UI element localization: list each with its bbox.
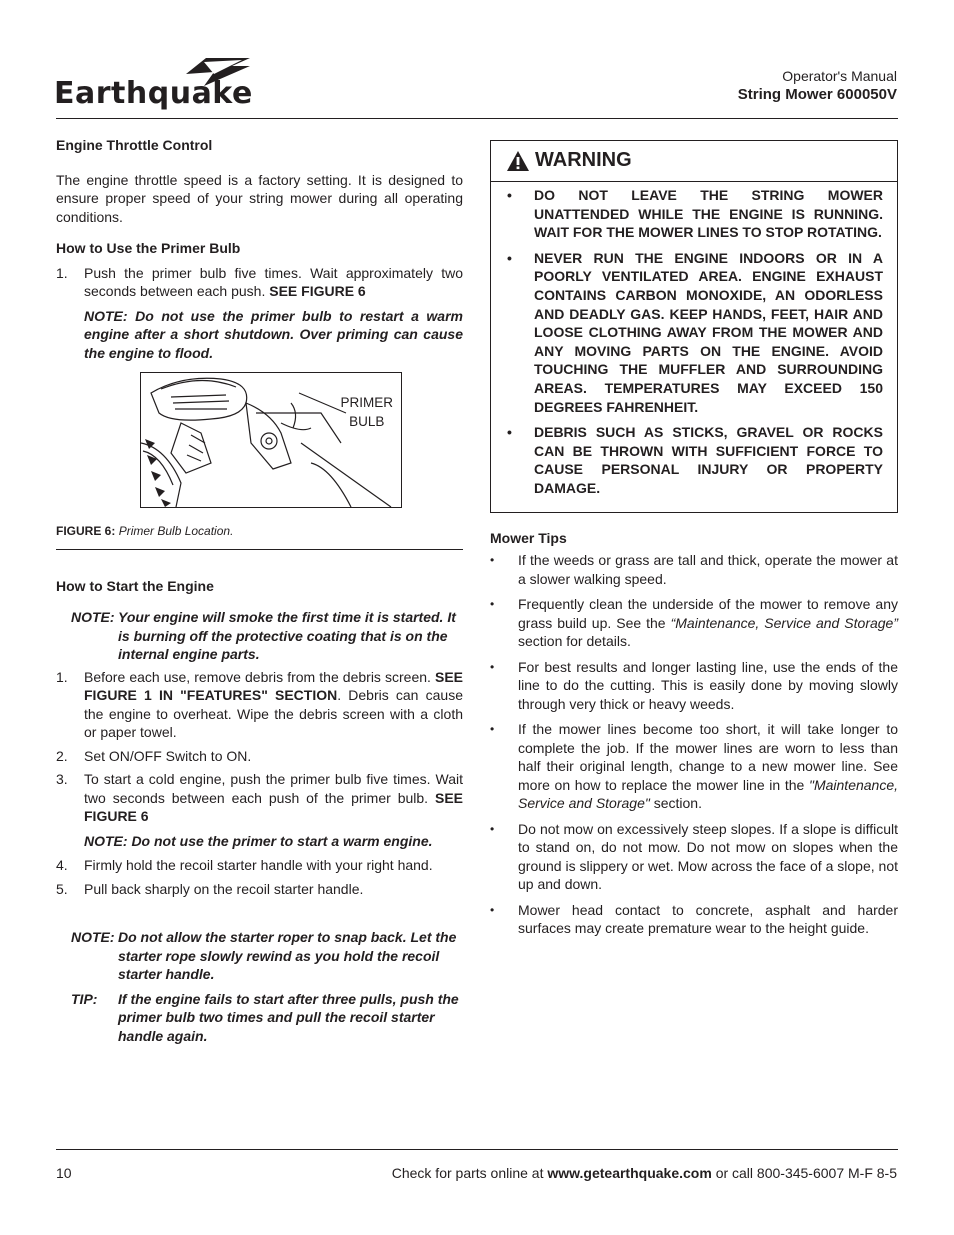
tip-item: • Do not mow on excessively steep slopes. If a slope is difficult to stand on, do not mow. Do not mow on slopes when the ground is slippery or wet. Mow across the face of a slope, not up and down.	[490, 820, 898, 892]
start-steps-continued	[56, 856, 463, 898]
figure-reference: SEE FIGURE 6	[269, 283, 366, 299]
warning-list	[491, 182, 897, 512]
figure-reference: SEE FIGURE 1 IN "FEATURES" SECTION	[84, 668, 463, 703]
footer-contact: Check for parts online at www.getearthquake.com or call 800-345-6007 M-F 8-5	[391, 1165, 897, 1181]
warning-item: • DO NOT LEAVE THE STRING MOWER UNATTENDED WHILE THE ENGINE IS RUNNING. WAIT FOR THE MOWER LINES TO STOP ROTATING.	[507, 187, 883, 241]
step3-note: NOTE: Do not use the primer to start a warm engine.	[84, 832, 433, 849]
figure-caption: FIGURE 6: Primer Bulb Location.	[56, 524, 234, 538]
step-number: 1.	[56, 264, 68, 281]
mower-tips-heading: Mower Tips	[490, 529, 567, 546]
manual-label: Operator's Manual	[782, 68, 897, 84]
tip-item: • If the mower lines become too short, it will take longer to complete the job. If the mower lines are worn to less than half their original length, change to a new mower line. See more on how to replace the mower line in the "Maintenance, Service and Storage" section.	[490, 721, 899, 811]
page-number: 10	[56, 1165, 72, 1181]
start-steps	[56, 668, 463, 826]
start-step-3: 3. To start a cold engine, push the primer bulb five times. Wait two seconds between each push of the primer bulb. SEE FIGURE 6	[56, 771, 463, 824]
warning-item: • DEBRIS SUCH AS STICKS, GRAVEL OR ROCKS CAN BE THROWN WITH SUFFICIENT FORCE TO CAUSE PERSONAL INJURY OR PROPERTY DAMAGE.	[507, 424, 883, 496]
primer-bulb-figure	[140, 372, 402, 508]
primer-step	[56, 264, 463, 301]
header-rule	[56, 118, 898, 119]
warning-item: • NEVER RUN THE ENGINE INDOORS OR IN A POORLY VENTILATED AREA. ENGINE EXHAUST CONTAINS CARBON MONOXIDE, AN ODORLESS AND DEADLY GAS. KEEP HANDS, FEET, HAIR AND LOOSE CLOTHING AWAY FROM THE MOWER AND ANY MOVING PARTS ON THE ENGINE. AVOID TOUCHING THE MUFFLER AND SURROUNDING AREAS. TEMPERATURES MAY EXCEED 150 DEGREES FAHRENHEIT.	[507, 249, 883, 415]
tip-item: • For best results and longer lasting line, use the ends of the line to do the cutting. This is easily done by moving slowly through very thick or heavy weeds.	[490, 658, 898, 712]
figure-rule	[56, 549, 463, 550]
start-step-1: 1. Before each use, remove debris from the debris screen. SEE FIGURE 1 IN "FEATURES" SECTION. Debris can cause the engine to overheat. Wipe the debris screen with a cloth or paper towel.	[56, 668, 463, 740]
warning-title: WARNING	[535, 149, 632, 171]
start-step-5: 5. Pull back sharply on the recoil starter handle.	[56, 880, 364, 897]
primer-steps	[56, 264, 463, 301]
start-note: NOTE: Your engine will smoke the first time it is started. It is burning off the protective coating that is on the internal engine parts.	[71, 609, 456, 662]
start-step-4: 4. Firmly hold the recoil starter handle with your right hand.	[56, 857, 433, 873]
start-step-2: 2. Set ON/OFF Switch to ON.	[56, 747, 252, 764]
header-meta	[738, 67, 897, 105]
start-heading: How to Start the Engine	[56, 577, 214, 594]
right-column	[490, 136, 898, 945]
primer-note: NOTE: Do not use the primer bulb to restart a warm engine after a short shutdown. Over priming can cause the engine to flood.	[84, 307, 463, 361]
figure-6	[56, 372, 463, 541]
brand-logo	[54, 54, 274, 114]
throttle-text: The engine throttle speed is a factory setting. It is designed to ensure proper speed of your string mower during all operating conditions.	[56, 171, 463, 225]
primer-heading: How to Use the Primer Bulb	[56, 240, 241, 256]
primer-bulb-callout: PRIMER BULB	[340, 395, 393, 429]
product-title: String Mower 600050V	[737, 86, 897, 103]
warning-header	[491, 141, 897, 182]
left-column	[56, 136, 463, 1045]
tip-item: • Mower head contact to concrete, asphalt and harder surfaces may create premature wear to the height guide.	[490, 901, 898, 936]
starter-rope-note: NOTE: Do not allow the starter roper to snap back. Let the starter rope slowly rewind as you hold the recoil starter handle.	[71, 929, 457, 982]
warning-triangle-icon	[506, 150, 530, 172]
footer-rule	[56, 1149, 898, 1150]
warning-box	[490, 140, 898, 513]
tip-item: • Frequently clean the underside of the mower to remove any grass build up. See the “Maintenance, Service and Storage” section for details.	[490, 596, 899, 649]
logo-wordmark: Earthquake	[54, 76, 253, 111]
tip-note: TIP: If the engine fails to start after three pulls, push the primer bulb two times and pull the recoil starter handle again.	[71, 990, 459, 1044]
figure-reference: SEE FIGURE 6	[84, 789, 463, 824]
parts-website-link[interactable]: www.getearthquake.com	[547, 1165, 712, 1181]
throttle-heading: Engine Throttle Control	[56, 137, 213, 153]
mower-tips-list	[490, 551, 898, 938]
step-text: Push the primer bulb five times. Wait approximately two seconds between each push.	[84, 264, 463, 299]
tip-item: • If the weeds or grass are tall and thick, operate the mower at a slower walking speed.	[490, 552, 898, 587]
